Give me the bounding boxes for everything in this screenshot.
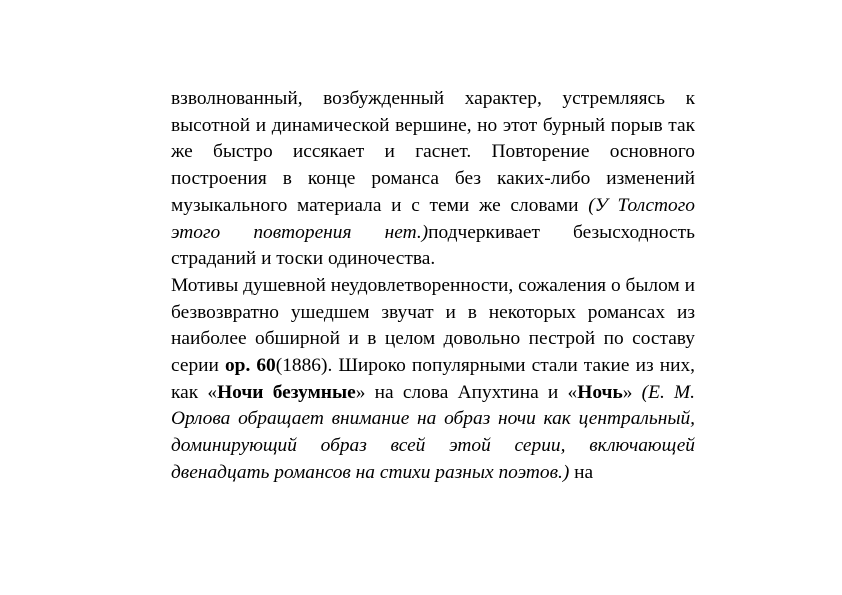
paragraph-2-text-e: на xyxy=(569,461,594,483)
paragraph-2-text-b: (1886). Широко популярными стали такие из них, как « xyxy=(171,355,695,403)
paragraph-2 xyxy=(171,273,695,487)
paragraph-1-text-b: подчеркивает безысходность страданий и тоски одиночества. xyxy=(171,221,695,270)
body-text xyxy=(171,86,695,487)
paragraph-2-text-c: » на слова Апухтина и « xyxy=(355,381,578,403)
paragraph-2-text-a: Мотивы душевной неудовлетворенности, сожаления о былом и безвозвратно ушедшем звучат и в некоторых романсах из наиболее обширной и в целом довольно пестрой по составу серии xyxy=(171,274,695,377)
romance-title-night: Ночь xyxy=(577,381,623,403)
editor-note-orlova: (Е. М. Орлова обращает внимание на образ ночи как центральный, доминирующий образ всей этой серии, включающей двенадцать романсов на стихи разных поэтов.) xyxy=(171,381,696,483)
romance-title-nights: Ночи безумные xyxy=(217,381,356,403)
opus-number: ор. 60 xyxy=(224,355,276,377)
paragraph-2-text-d: » xyxy=(622,381,642,403)
editor-note-tolstoy: (У Толстого этого повторения нет.) xyxy=(171,194,696,243)
paragraph-1-text-a: взволнованный, возбужденный характер, устремляясь к высотной и динамической вершине, но этот бурный порыв так же быстро иссякает и гаснет. Повторение основного построения в конце романса без каких-либо изменений музыкального материала и с теми же словами xyxy=(171,88,695,216)
paragraph-1 xyxy=(171,86,695,273)
